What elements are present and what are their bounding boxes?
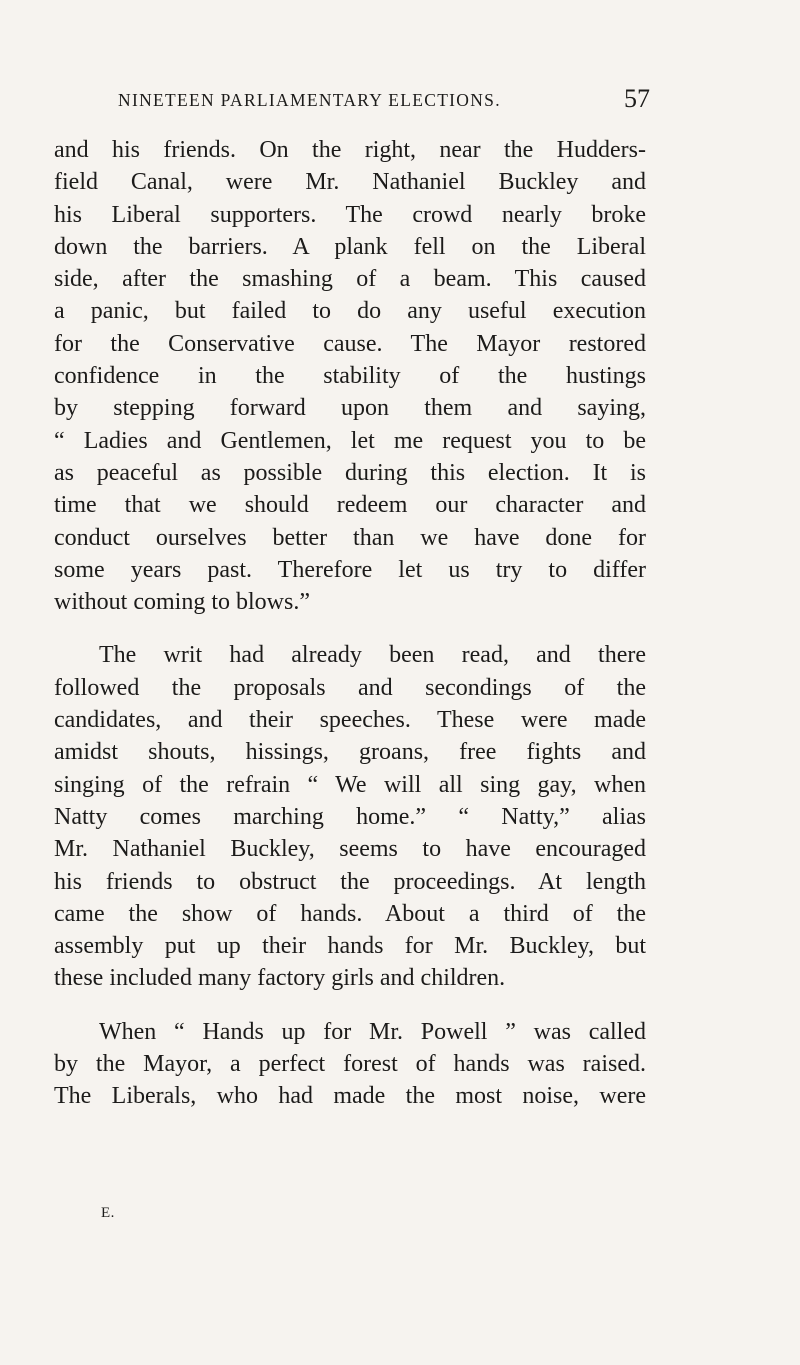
text-line: field Canal, were Mr. Nathaniel Buckley and [54,169,646,196]
text-line: without coming to blows.” [54,589,310,616]
text-line: side, after the smashing of a beam. This caused [54,266,646,293]
text-line: as peaceful as possible during this election. It is [54,459,646,486]
text-line: some years past. Therefore let us try to differ [54,556,646,583]
text-line: Mr. Nathaniel Buckley, seems to have encouraged [54,836,646,863]
text-line: candidates, and their speeches. These were made [54,707,646,734]
paragraph-2 [54,639,646,994]
text-line: a panic, but failed to do any useful execution [54,298,646,325]
text-line: time that we should redeem our character and [54,492,646,519]
running-title: NINETEEN PARLIAMENTARY ELECTIONS. [118,90,501,110]
text-line: his friends to obstruct the proceedings. At length [54,868,646,895]
running-head [118,84,650,114]
text-line: confidence in the stability of the hustings [54,363,646,390]
page-number: 57 [624,84,650,113]
text-line: conduct ourselves better than we have done for [54,524,646,551]
text-line: and his friends. On the right, near the Hudders- [54,137,646,163]
text-line: these included many factory girls and children. [54,965,506,992]
text-line: by the Mayor, a perfect forest of hands was raised. [54,1051,646,1078]
text-line: The Liberals, who had made the most noise, were [54,1083,646,1110]
body-text [54,134,646,1113]
text-line: singing of the refrain “ We will all sing gay, when [54,771,646,798]
paragraph-1 [54,134,646,618]
text-line: for the Conservative cause. The Mayor restored [54,330,646,357]
text-line: amidst shouts, hissings, groans, free fights and [54,739,646,766]
text-line: When “ Hands up for Mr. Powell ” was called [99,1018,646,1045]
paragraph-3 [54,1016,646,1113]
signature-mark: E. [101,1205,115,1221]
text-line: Natty comes marching home.” “ Natty,” alias [54,803,646,830]
text-line: “ Ladies and Gentlemen, let me request you to be [54,427,646,454]
text-line: down the barriers. A plank fell on the Liberal [54,233,646,260]
text-line: came the show of hands. About a third of the [54,900,646,927]
text-line: his Liberal supporters. The crowd nearly broke [54,201,646,228]
text-line: The writ had already been read, and there [99,642,646,669]
text-line: by stepping forward upon them and saying, [54,395,646,422]
text-line: followed the proposals and secondings of the [54,674,646,701]
text-line: assembly put up their hands for Mr. Buckley, but [54,933,646,960]
